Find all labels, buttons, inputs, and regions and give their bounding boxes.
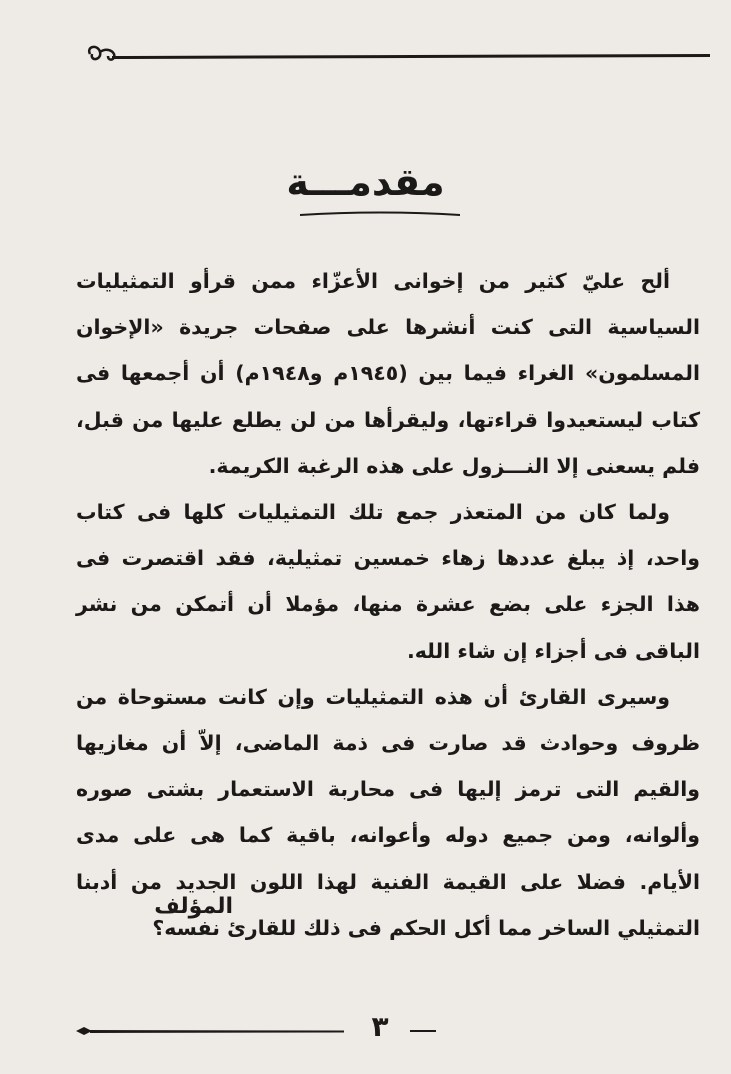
bottom-ornamental-rule [76,1023,344,1039]
page-title: مقدمـــة [286,160,445,204]
top-rule-line [112,54,710,59]
ornament-curl-icon [89,47,114,60]
bottom-rule-dash [410,1028,436,1034]
top-ornamental-rule [82,40,710,70]
page-number: ٣ [371,1010,389,1043]
paragraph-3: وسيرى القارئ أن هذه التمثيليات وإن كانت مستوحاة من ظروف وحوادث قد صارت فى ذمة الماضى، إلاّ أن مغازيها والقيم التى ترمز إليها فى محاربة الاستعمار بشتى صوره وألوانه، ومن جميع دوله وأعوانه، باقية كما هى على مدى الأيام. فضلا على القيمة الفنية لهذا اللون الجديد من أدبنا التمثيلي الساخر مما أكل الحكم فى ذلك للقارئ نفسه؟ [76,684,700,940]
diamond-ornament-icon [76,1027,92,1035]
introduction-text [76,258,700,951]
paragraph-1: ألح عليّ كثير من إخوانى الأعزّاء ممن قرأو التمثيليات السياسية التى كنت أنشرها على صفحات جريدة «الإخوان المسلمون» الغراء فيما بين (١٩٤٥م و١٩٤٨م) أن أجمعها فى كتاب ليستعيدوا قراءتها، وليقرأها من لن يطلع عليها من قبل، فلم يسعنى إلا النـــزول على هذه الرغبة الكريمة. [76,269,700,478]
paragraph-2: ولما كان من المتعذر جمع تلك التمثيليات كلها فى كتاب واحد، إذ يبلغ عددها زهاء خمسين تمثيلية، فقد اقتصرت فى هذا الجزء على بضع عشرة منها، مؤملا أن أتمكن من نشر الباقى فى أجزاء إن شاء الله. [76,500,700,663]
title-underline [300,210,460,220]
author-signature: المؤلف [154,894,233,919]
